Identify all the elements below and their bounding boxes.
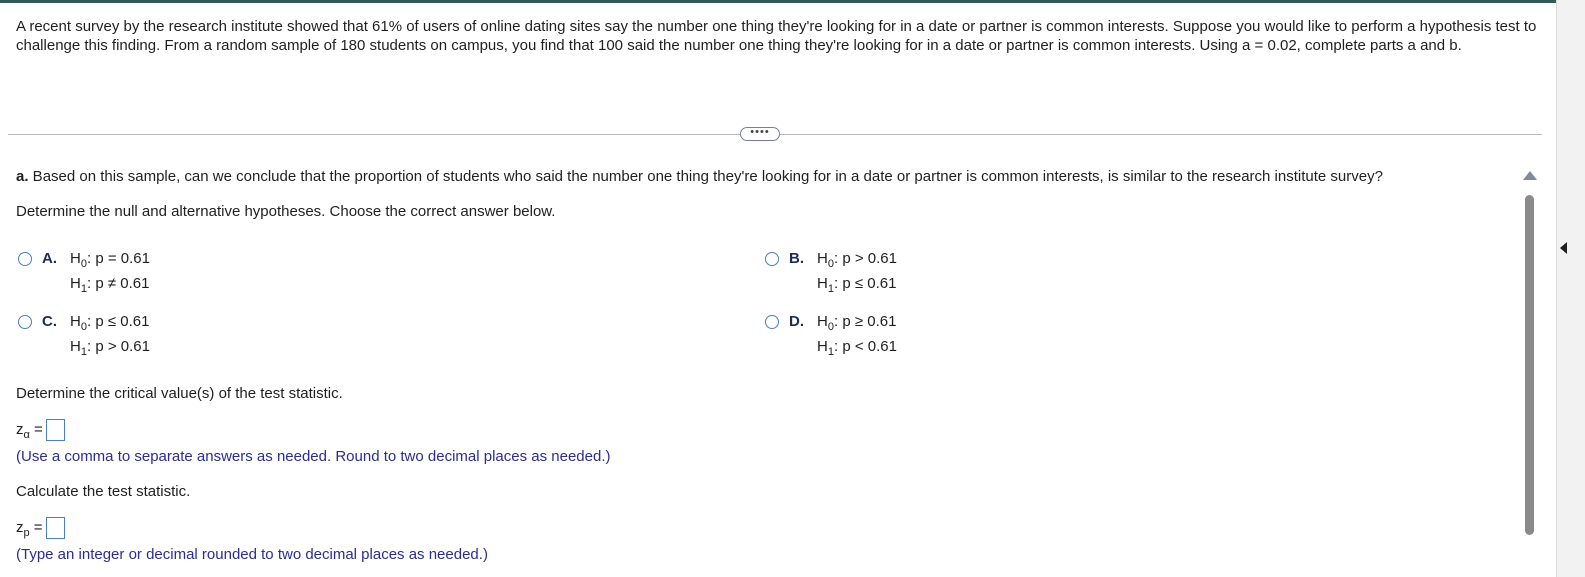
radio-option-d[interactable] (765, 315, 779, 329)
radio-option-c[interactable] (18, 315, 32, 329)
part-a-label: a. (16, 168, 29, 185)
test-statistic-hint: (Type an integer or decimal rounded to two decimal places as needed.) (16, 546, 488, 563)
z-p-label: $z_p$ = (16, 518, 43, 539)
side-panel-gutter (1556, 0, 1585, 577)
option-b-null: $H_0$: p > 0.61 (817, 250, 897, 270)
side-panel-border (1556, 0, 1557, 577)
option-c-letter: C. (42, 313, 57, 330)
vertical-scrollbar[interactable] (1521, 171, 1539, 541)
scroll-thumb[interactable] (1525, 195, 1534, 535)
part-a-question (16, 168, 1383, 185)
part-a-text: Based on this sample, can we conclude that the proportion of students who said the number one thing they're looking for in a date or partner is common interests, is similar to the research institute survey? (28, 168, 1383, 185)
radio-option-a[interactable] (18, 252, 32, 266)
option-c-null: $H_0$: p ≤ 0.61 (70, 313, 150, 333)
hypotheses-instruction: Determine the null and alternative hypotheses. Choose the correct answer below. (16, 203, 556, 220)
test-statistic-row (16, 517, 65, 539)
test-statistic-instruction: Calculate the test statistic. (16, 483, 191, 500)
critical-value-input[interactable] (46, 419, 65, 441)
option-d-alt: $H_1$: p < 0.61 (817, 338, 897, 358)
critical-value-hint: (Use a comma to separate answers as needed. Round to two decimal places as needed.) (16, 448, 611, 465)
option-b-letter: B. (789, 250, 804, 267)
option-d-null: $H_0$: p ≥ 0.61 (817, 313, 897, 333)
expand-button[interactable]: •••• (740, 127, 780, 141)
option-a-null: $H_0$: p = 0.61 (70, 250, 150, 270)
question-intro: A recent survey by the research institute showed that 61% of users of online dating sites say the number one thing they're looking for in a date or partner is common interests. Suppose you would like to perform a hypothesis test to challenge this finding. From a random sample of 180 students on campus, you find that 100 said the number one thing they're looking for in a date or partner is common interests. Using a = 0.02, complete parts a and b. (16, 18, 1537, 54)
scroll-up-arrow-icon[interactable] (1523, 171, 1537, 180)
test-statistic-input[interactable] (46, 517, 65, 539)
collapse-panel-arrow-icon[interactable] (1560, 242, 1567, 254)
question-panel (0, 3, 1556, 577)
option-b-alt: $H_1$: p ≤ 0.61 (817, 275, 897, 295)
option-d-letter: D. (789, 313, 804, 330)
option-a-letter: A. (42, 250, 57, 267)
option-c-alt: $H_1$: p > 0.61 (70, 338, 150, 358)
option-a-alt: $H_1$: p ≠ 0.61 (70, 275, 150, 295)
radio-option-b[interactable] (765, 252, 779, 266)
critical-value-row (16, 419, 65, 441)
z-alpha-label: $z_\alpha$ = (16, 420, 43, 441)
critical-value-instruction: Determine the critical value(s) of the test statistic. (16, 385, 343, 402)
